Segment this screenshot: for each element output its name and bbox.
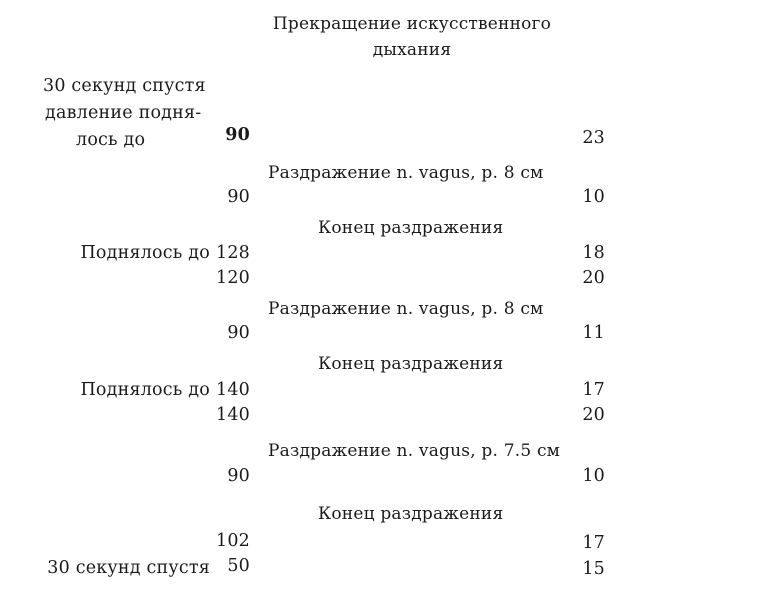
event-end-stimulation: Конец раздражения bbox=[318, 504, 504, 524]
resp-value: 10 bbox=[582, 187, 605, 207]
pressure-value: 90 bbox=[227, 323, 250, 343]
resp-value: 17 bbox=[582, 380, 605, 400]
heading-line-1: Прекращение искусственного bbox=[272, 14, 552, 34]
resp-value: 23 bbox=[582, 128, 605, 148]
pressure-value: 128 bbox=[215, 243, 250, 263]
event-stimulation: Раздражение n. vagus, р. 7.5 см bbox=[268, 441, 561, 461]
resp-value: 17 bbox=[582, 533, 605, 553]
pressure-value: 102 bbox=[215, 531, 250, 551]
resp-value: 20 bbox=[582, 268, 605, 288]
intro-line-1: 30 секунд спустя bbox=[43, 76, 206, 96]
pressure-value: 50 bbox=[227, 556, 250, 576]
pressure-value: 120 bbox=[215, 268, 250, 288]
resp-value: 18 bbox=[582, 243, 605, 263]
pressure-value: 90 bbox=[225, 125, 250, 145]
event-end-stimulation: Конец раздражения bbox=[318, 354, 504, 374]
pressure-value: 90 bbox=[227, 187, 250, 207]
resp-value: 20 bbox=[582, 405, 605, 425]
row-label: 30 секунд спустя bbox=[47, 558, 210, 578]
resp-value: 11 bbox=[582, 323, 605, 343]
pressure-value: 140 bbox=[215, 380, 250, 400]
event-end-stimulation: Конец раздражения bbox=[318, 218, 504, 238]
pressure-value: 90 bbox=[227, 466, 250, 486]
resp-value: 10 bbox=[582, 466, 605, 486]
resp-value: 15 bbox=[582, 559, 605, 579]
intro-line-3: лось до bbox=[76, 130, 146, 150]
row-label: Поднялось до bbox=[80, 243, 210, 263]
row-label: Поднялось до bbox=[80, 380, 210, 400]
heading-line-2: дыхания bbox=[372, 40, 452, 60]
event-stimulation: Раздражение n. vagus, р. 8 см bbox=[268, 299, 544, 319]
pressure-value: 140 bbox=[215, 405, 250, 425]
intro-line-2: давление подня- bbox=[45, 103, 202, 123]
event-stimulation: Раздражение n. vagus, р. 8 см bbox=[268, 163, 544, 183]
